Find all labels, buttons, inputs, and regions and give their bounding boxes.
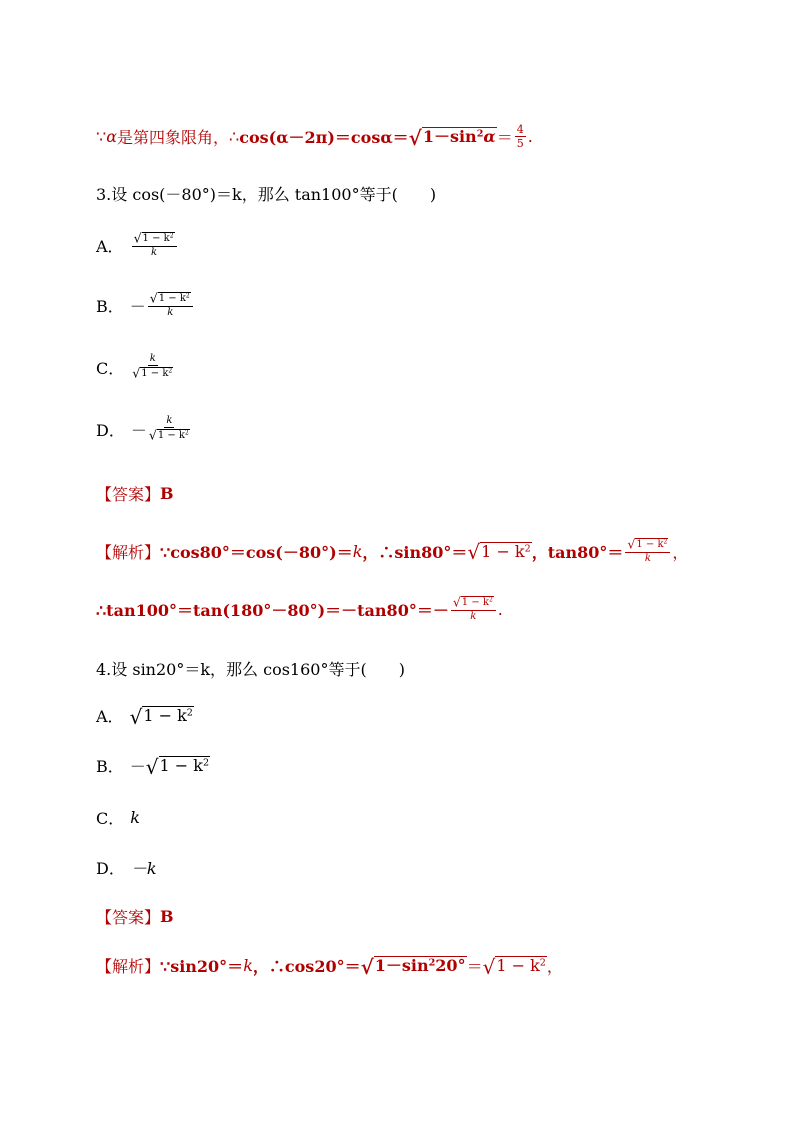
q4-option-a[interactable] <box>96 704 194 727</box>
answer-label: 【答案】 <box>96 908 161 927</box>
angle-text: 20° <box>435 956 466 976</box>
square-exponent: 2 <box>168 367 173 375</box>
comma: ， <box>546 957 563 976</box>
sqrt-body: 1 − k <box>636 539 664 550</box>
denominator: k <box>151 247 158 258</box>
explanation-label: 【解析】 <box>96 957 161 976</box>
option-value: －k <box>130 859 157 878</box>
sqrt-expression: √ $1-\sin^220^\circ$ <box>360 954 466 979</box>
square-exponent: 2 <box>524 542 531 554</box>
option-label: A． <box>96 707 124 726</box>
option-fraction: k √ $1 - k^2$ <box>148 415 189 443</box>
equals: ＝ <box>496 128 513 147</box>
option-label: B． <box>96 757 124 776</box>
therefore-symbol: ∴ <box>229 127 240 146</box>
equals: ＝ <box>466 957 483 976</box>
option-value: k <box>130 808 140 827</box>
option-label: C． <box>96 358 125 378</box>
explanation-text: ，∴sin80°＝ <box>362 542 468 562</box>
square-exponent: 2 <box>202 757 210 769</box>
sqrt-expression: √ $1 - k^2$ <box>482 954 546 979</box>
sqrt-body: 1 − k <box>158 293 186 304</box>
option-fraction: √ $1 - k^2$ k <box>148 292 193 318</box>
square-exponent: 2 <box>428 957 436 969</box>
explanation-text: ∴tan100°＝tan(180°－80°)＝－tan80°＝－ <box>96 600 449 620</box>
option-label: A． <box>96 236 124 256</box>
numerator: 4 <box>516 123 524 136</box>
sqrt-expression: √ $1 - k^2$ <box>129 704 193 729</box>
sqrt-body: 1 − k <box>159 756 203 776</box>
minus-sign: － <box>129 757 146 776</box>
square-exponent: 2 <box>539 957 546 969</box>
square-exponent: 2 <box>488 596 493 604</box>
option-label: D． <box>96 420 125 440</box>
square-exponent: 2 <box>185 429 189 437</box>
explanation-4 <box>96 954 563 977</box>
q4-option-c[interactable] <box>96 806 140 829</box>
sqrt-expression: √ $1 - k^2$ <box>467 540 531 564</box>
option-label: D． <box>96 859 125 878</box>
minus-sign: － <box>130 420 147 440</box>
q3-option-c[interactable] <box>96 354 175 380</box>
explanation-label: 【解析】 <box>96 542 161 562</box>
numerator: k <box>166 415 173 426</box>
square-exponent: 2 <box>185 292 190 300</box>
option-label: C． <box>96 809 125 828</box>
square-exponent: 2 <box>663 538 668 546</box>
option-label: B． <box>96 296 124 316</box>
sqrt-body: 1 − k <box>461 597 489 608</box>
numerator: k <box>149 353 156 364</box>
period: . <box>527 127 533 146</box>
explanation-text: ，∴cos20°＝ <box>252 957 361 976</box>
solution-line-prev <box>96 124 533 149</box>
answer-4 <box>96 905 174 928</box>
explanation-3-line2 <box>96 596 503 622</box>
q4-option-b[interactable] <box>96 754 210 777</box>
sqrt-body: 1－sin <box>374 956 429 976</box>
k-symbol: k <box>352 541 363 561</box>
option-fraction: k √ $1 - k^2$ <box>132 353 173 381</box>
sqrt-body: 1 − k <box>481 541 525 561</box>
q3-option-b[interactable] <box>96 292 195 318</box>
answer-value: B <box>160 484 174 503</box>
fraction-four-fifths <box>515 124 526 149</box>
sqrt-body: 1 − k <box>143 706 187 726</box>
q3-option-d[interactable] <box>96 416 192 442</box>
question-4-stem: 4.设 sin20°＝k，那么 cos160°等于( ) <box>96 660 405 679</box>
q4-option-d[interactable] <box>96 856 157 879</box>
comma: ， <box>672 542 689 562</box>
sqrt-body: 1 − k <box>157 430 185 441</box>
minus-sign: － <box>129 296 146 316</box>
sqrt-expression: √ $1 - k^2$ <box>145 754 210 779</box>
q3-option-a[interactable] <box>96 232 179 258</box>
option-fraction: √ $1 - k^2$ k <box>132 232 177 258</box>
answer-label: 【答案】 <box>96 485 161 504</box>
text-quadrant: 是第四象限角， <box>117 128 230 147</box>
denominator: k <box>644 553 651 564</box>
k-symbol: k <box>243 956 253 975</box>
sqrt-body: 1－sin <box>422 127 477 147</box>
fraction: √ $1 - k^2$ k <box>451 596 496 622</box>
alpha-symbol: α <box>106 127 117 146</box>
sqrt-body: 1 − k <box>142 233 170 244</box>
sqrt-body: 1 − k <box>496 956 540 976</box>
question-3-stem: 3.设 cos(－80°)＝k，那么 tan100°等于( ) <box>96 185 437 204</box>
sqrt-body: 1 − k <box>141 368 169 379</box>
denominator: k <box>167 307 174 318</box>
square-exponent: 2 <box>186 707 193 719</box>
cos-expression: cos(α－2π)＝cosα＝ <box>239 128 409 147</box>
explanation-text: ，tan80°＝ <box>531 542 624 562</box>
explanation-3-line1 <box>96 538 688 564</box>
fraction: √ $1 - k^2$ k <box>625 538 670 564</box>
answer-value: B <box>160 907 174 926</box>
alpha-symbol: α <box>483 127 496 147</box>
square-exponent: 2 <box>476 128 484 140</box>
square-exponent: 2 <box>169 232 174 240</box>
answer-3 <box>96 482 174 505</box>
denominator: k <box>470 611 477 622</box>
because-symbol: ∵ <box>96 127 107 146</box>
explanation-text: ∵sin20°＝ <box>160 957 244 976</box>
denominator: 5 <box>516 137 524 150</box>
sqrt-expression: √ $1-\sin^2\alpha$ <box>408 125 496 150</box>
period: . <box>497 599 503 619</box>
explanation-text: ∵cos80°＝cos(－80°)＝ <box>160 542 353 562</box>
